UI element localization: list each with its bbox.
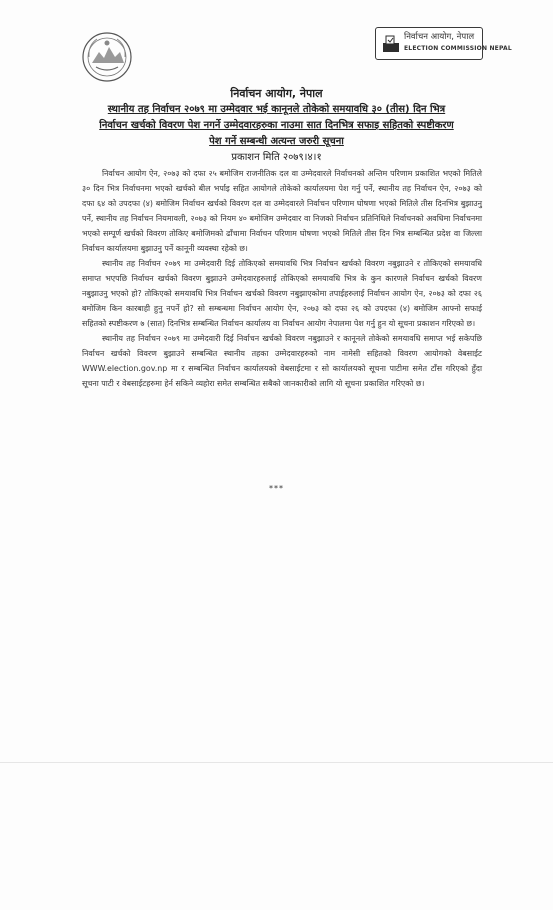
notice-subject-line-3: पेश गर्ने सम्बन्धी अत्यन्त जरुरी सूचना — [209, 136, 344, 147]
page-fold-line — [0, 762, 553, 763]
notice-body — [82, 166, 482, 391]
election-commission-logo — [375, 27, 512, 60]
paragraph-clarification-request: स्थानीय तह निर्वाचन २०७९ मा उम्मेदवारी दिई तोकिएको समयावधि भित्र निर्वाचन खर्चको विवरण नबुझाउने र तोकिएको समयावधि समाप्त भएपछि निर्वाचन खर्चको विवरण बुझाउने उम्मेदवारहरुलाई तोकिएको समयावधि भित्र के कुन कारणले निर्वाचन खर्चको विवरण नबुझाउनु भएको हो? तोकिएको समयावधि भित्र निर्वाचन खर्चको विवरण नबुझाएकोमा तपाईहरुलाई निर्वाचन आयोग ऐन, २०७३ को दफा २६ बमोजिम किन कारबाही हुनु नपर्ने हो? सो सम्बन्धमा निर्वाचन आयोग ऐन, २०७३ को दफा २६ को उपदफा (४) बमोजिम आफ्नो सफाई सहितको स्पष्टीकरण ७ (सात) दिनभित्र सम्बन्धित निर्वाचन कार्यालय वा निर्वाचन आयोग नेपालमा पेश गर्नु हुन यो सूचना प्रकाशन गरिएको छ। — [82, 259, 482, 328]
ballot-hand-icon — [382, 34, 400, 53]
logo-text-nepali: निर्वाचन आयोग, नेपाल — [404, 32, 475, 42]
publish-date: प्रकाशन मिति २०७९।४।१ — [231, 152, 322, 163]
paragraph-website-publication: स्थानीय तह निर्वाचन २०७९ मा उम्मेदवारी दिई निर्वाचन खर्चको विवरण नबुझाउने र कानूनले तोकेको समयावधि समाप्त भई सकेपछि निर्वाचन खर्चको विवरण बुझाउने सम्बन्धित स्थानीय तहका उम्मेदवारहरुको नाम नामेसी सहितको विवरण आयोगको वेबसाईट WWW.election.gov.np मा र सम्बन्धित निर्वाचन कार्यालयको वेबसाईटमा र सो कार्यालयको सूचना पाटीमा समेत टाँस गरिएको हुँदा सूचना पाटी र वेबसाईटहरुमा हेर्न सकिने व्यहोरा समेत सम्बन्धित सबैको जानकारीको लागि यो सूचना प्रकाशित गरिएको छ। — [82, 334, 482, 388]
nepal-government-emblem-icon — [80, 30, 134, 84]
notice-subject-line-2: निर्वाचन खर्चको विवरण पेश नगर्ने उम्मेदवारहरुका नाउमा सात दिनभित्र सफाइ सहितको स्पष्टीकरण — [99, 120, 454, 131]
logo-text-english: ELECTION COMMISSION NEPAL — [404, 45, 512, 52]
notice-title: निर्वाचन आयोग, नेपाल — [230, 87, 323, 100]
paragraph-legal-provision: निर्वाचन आयोग ऐन, २०७३ को दफा २५ बमोजिम राजनीतिक दल वा उम्मेदवारले निर्वाचनको अन्तिम परिणाम प्रकाशित भएको मितिले ३० दिन भित्र निर्वाचनमा भएको खर्चको बील भर्पाइ सहित आयोगले तोकेको कार्यालयमा पेश गर्नु पर्ने, स्थानीय तह निर्वाचन ऐन, २०७३ को दफा ६४ को उपदफा (४) बमोजिम निर्वाचन खर्चको विवरण दल वा उम्मेदवारले निर्वाचन परिणाम घोषणा भएको मितिले तीस दिनभित्र बुझाउनु पर्ने, स्थानीय तह निर्वाचन नियमावली, २०७३ को नियम ४० बमोजिम उम्मेदवार वा निजको निर्वाचन प्रतिनिधिले निर्वाचनको अवधिमा निर्वाचनमा भएको सम्पूर्ण खर्चको विवरण तोकिए बमोजिमको ढाँचामा निर्वाचन परिणाम घोषणा भएको मितिले तीस दिन भित्र सम्बन्धित प्रदेश वा जिल्ला निर्वाचन कार्यालयमा बुझाउनु पर्ने कानूनी व्यवस्था रहेको छ। — [82, 169, 482, 253]
end-mark: *** — [269, 484, 284, 493]
notice-subject-line-1: स्थानीय तह निर्वाचन २०७९ मा उम्मेदवार भई कानूनले तोकेको समयावधि ३० (तीस) दिन भित्र — [107, 104, 446, 115]
